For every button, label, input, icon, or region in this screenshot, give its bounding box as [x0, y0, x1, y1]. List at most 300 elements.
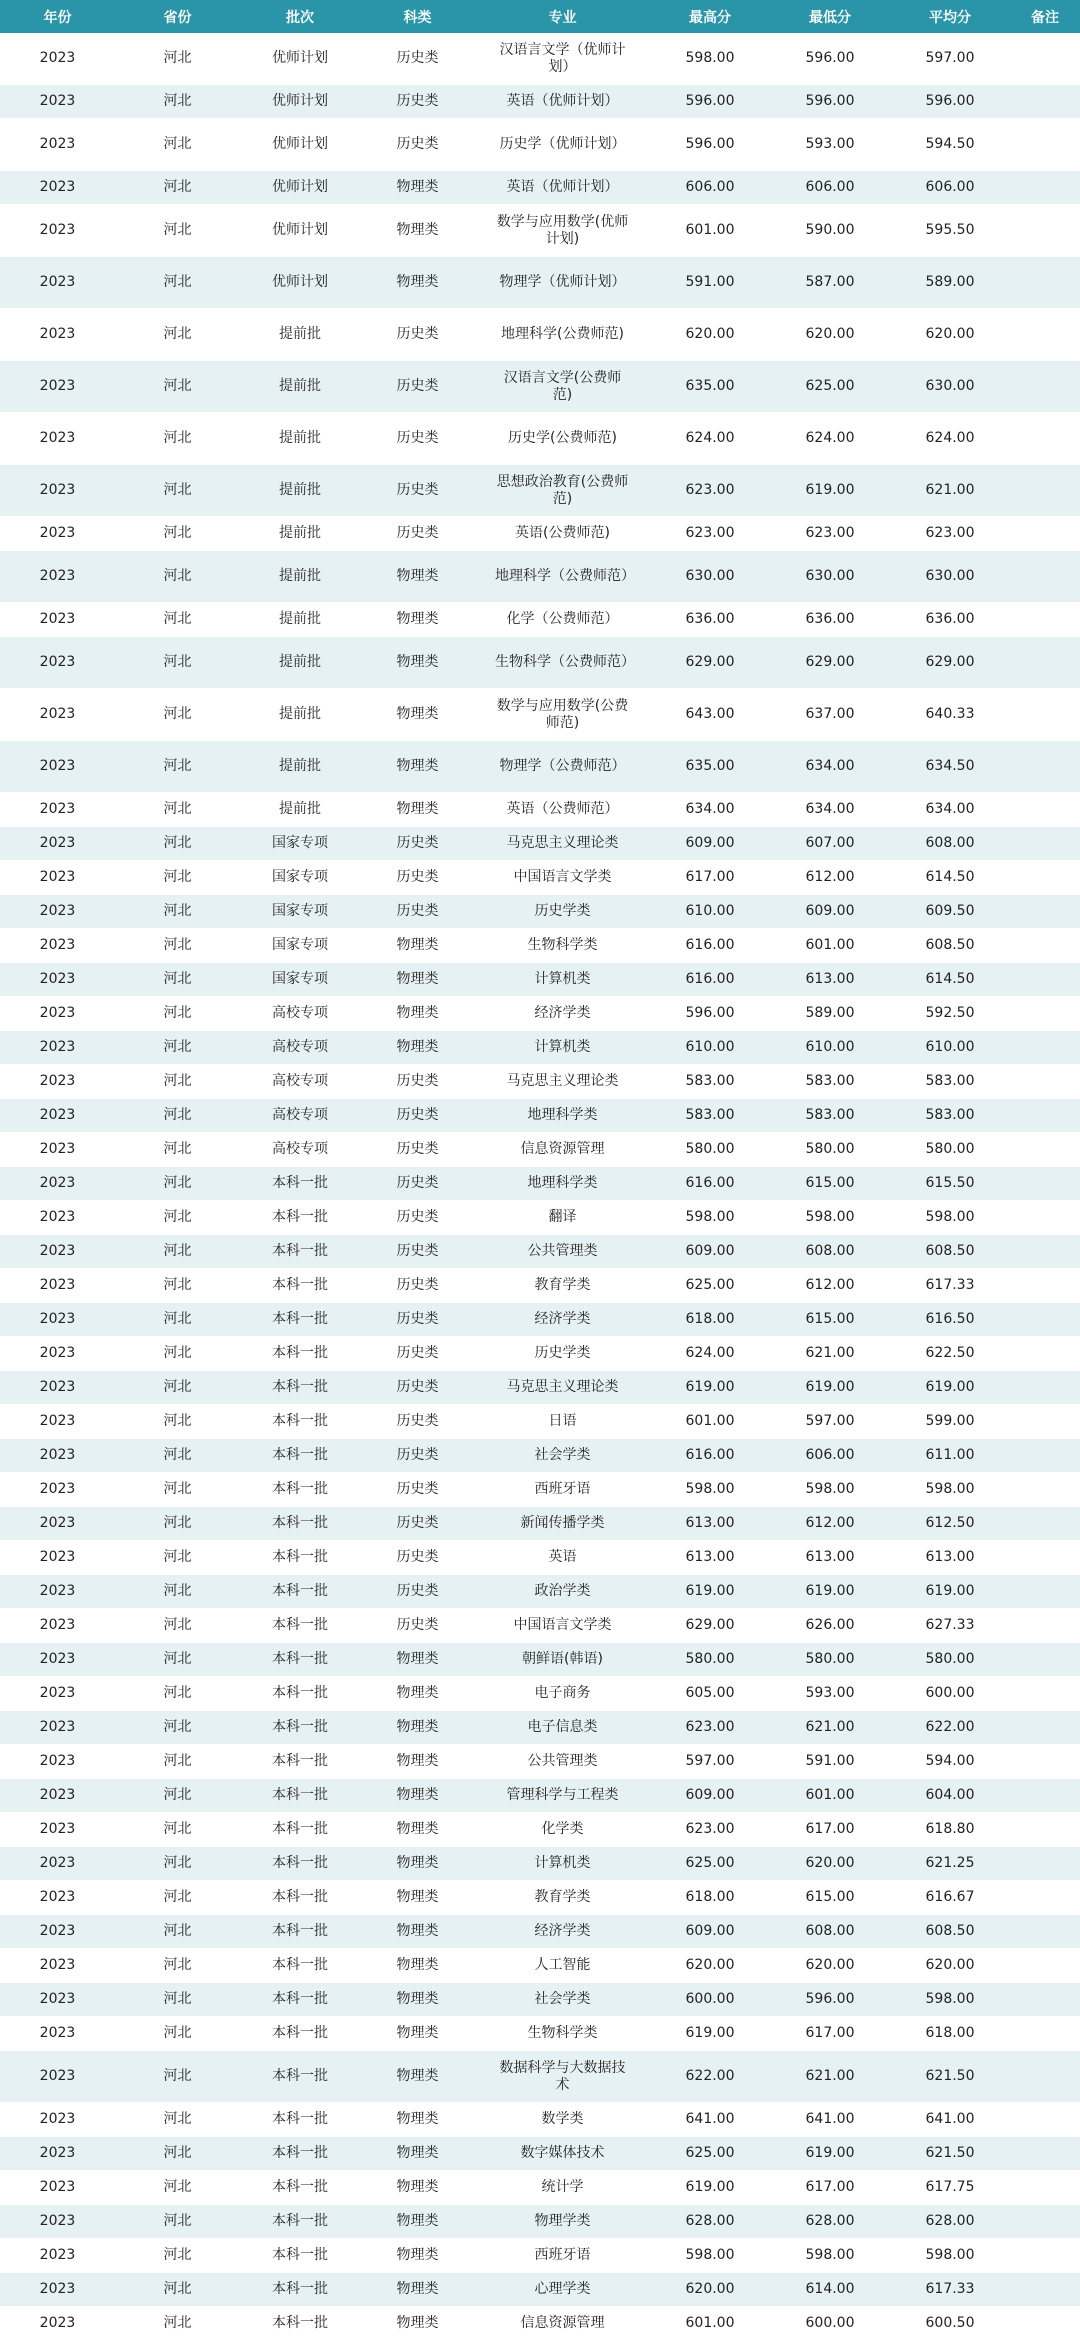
year-cell: 2023 — [0, 413, 115, 465]
max-score-cell: 635.00 — [650, 361, 770, 413]
major-cell: 西班牙语 — [475, 2239, 650, 2273]
year-cell: 2023 — [0, 361, 115, 413]
province-cell: 河北 — [115, 861, 240, 895]
max-score-cell: 601.00 — [650, 1405, 770, 1439]
min-score-cell: 589.00 — [770, 997, 890, 1031]
province-cell: 河北 — [115, 309, 240, 361]
max-score-cell: 619.00 — [650, 2017, 770, 2051]
category-cell: 物理类 — [360, 2307, 475, 2341]
batch-cell: 本科一批 — [240, 1507, 360, 1541]
year-cell: 2023 — [0, 1609, 115, 1643]
max-score-cell: 616.00 — [650, 1167, 770, 1201]
province-cell: 河北 — [115, 827, 240, 861]
year-cell: 2023 — [0, 309, 115, 361]
province-cell: 河北 — [115, 1711, 240, 1745]
table-row — [0, 1439, 1080, 1473]
batch-cell: 国家专项 — [240, 861, 360, 895]
remarks-cell — [1010, 1711, 1080, 1745]
table-row — [0, 1609, 1080, 1643]
category-cell: 物理类 — [360, 2273, 475, 2307]
max-score-cell: 598.00 — [650, 33, 770, 85]
table-row — [0, 1167, 1080, 1201]
header-category: 科类 — [360, 0, 475, 33]
major-cell: 地理科学（公费师范） — [475, 551, 650, 603]
remarks-cell — [1010, 1779, 1080, 1813]
province-cell: 河北 — [115, 2205, 240, 2239]
province-cell: 河北 — [115, 33, 240, 85]
table-row — [0, 689, 1080, 741]
year-cell: 2023 — [0, 257, 115, 309]
province-cell: 河北 — [115, 929, 240, 963]
avg-score-cell: 622.50 — [890, 1337, 1010, 1371]
avg-score-cell: 594.00 — [890, 1745, 1010, 1779]
min-score-cell: 629.00 — [770, 637, 890, 689]
avg-score-cell: 622.00 — [890, 1711, 1010, 1745]
table-row — [0, 2017, 1080, 2051]
remarks-cell — [1010, 33, 1080, 85]
min-score-cell: 590.00 — [770, 205, 890, 257]
remarks-cell — [1010, 741, 1080, 793]
table-row — [0, 2051, 1080, 2103]
batch-cell: 优师计划 — [240, 171, 360, 205]
year-cell: 2023 — [0, 997, 115, 1031]
category-cell: 物理类 — [360, 1779, 475, 1813]
batch-cell: 提前批 — [240, 551, 360, 603]
max-score-cell: 583.00 — [650, 1099, 770, 1133]
batch-cell: 提前批 — [240, 741, 360, 793]
year-cell: 2023 — [0, 741, 115, 793]
year-cell: 2023 — [0, 1983, 115, 2017]
avg-score-cell: 612.50 — [890, 1507, 1010, 1541]
remarks-cell — [1010, 1915, 1080, 1949]
avg-score-cell: 616.67 — [890, 1881, 1010, 1915]
category-cell: 物理类 — [360, 257, 475, 309]
min-score-cell: 583.00 — [770, 1099, 890, 1133]
max-score-cell: 629.00 — [650, 1609, 770, 1643]
batch-cell: 本科一批 — [240, 2273, 360, 2307]
remarks-cell — [1010, 1303, 1080, 1337]
category-cell: 物理类 — [360, 1915, 475, 1949]
category-cell: 物理类 — [360, 741, 475, 793]
major-cell: 西班牙语 — [475, 1473, 650, 1507]
avg-score-cell: 624.00 — [890, 413, 1010, 465]
major-cell: 计算机类 — [475, 1031, 650, 1065]
batch-cell: 本科一批 — [240, 2307, 360, 2341]
min-score-cell: 608.00 — [770, 1235, 890, 1269]
batch-cell: 本科一批 — [240, 2051, 360, 2103]
max-score-cell: 583.00 — [650, 1065, 770, 1099]
max-score-cell: 609.00 — [650, 1235, 770, 1269]
table-row — [0, 1065, 1080, 1099]
remarks-cell — [1010, 1201, 1080, 1235]
table-row — [0, 361, 1080, 413]
year-cell: 2023 — [0, 793, 115, 827]
max-score-cell: 641.00 — [650, 2103, 770, 2137]
table-row — [0, 1949, 1080, 1983]
year-cell: 2023 — [0, 1439, 115, 1473]
category-cell: 历史类 — [360, 1235, 475, 1269]
major-cell: 生物科学类 — [475, 929, 650, 963]
major-cell: 数学类 — [475, 2103, 650, 2137]
avg-score-cell: 594.50 — [890, 119, 1010, 171]
table-row — [0, 1371, 1080, 1405]
avg-score-cell: 610.00 — [890, 1031, 1010, 1065]
category-cell: 历史类 — [360, 465, 475, 517]
min-score-cell: 619.00 — [770, 2137, 890, 2171]
table-row — [0, 895, 1080, 929]
avg-score-cell: 608.50 — [890, 1915, 1010, 1949]
avg-score-cell: 620.00 — [890, 309, 1010, 361]
remarks-cell — [1010, 1133, 1080, 1167]
batch-cell: 本科一批 — [240, 1949, 360, 1983]
year-cell: 2023 — [0, 1065, 115, 1099]
min-score-cell: 609.00 — [770, 895, 890, 929]
table-row — [0, 997, 1080, 1031]
batch-cell: 高校专项 — [240, 997, 360, 1031]
major-cell: 朝鲜语(韩语) — [475, 1643, 650, 1677]
category-cell: 物理类 — [360, 603, 475, 637]
year-cell: 2023 — [0, 2051, 115, 2103]
batch-cell: 本科一批 — [240, 2171, 360, 2205]
batch-cell: 国家专项 — [240, 929, 360, 963]
major-cell: 英语(公费师范) — [475, 517, 650, 551]
max-score-cell: 609.00 — [650, 827, 770, 861]
table-row — [0, 963, 1080, 997]
major-cell: 生物科学类 — [475, 2017, 650, 2051]
major-cell: 数学与应用数学(公费师范) — [475, 689, 650, 741]
batch-cell: 优师计划 — [240, 205, 360, 257]
min-score-cell: 583.00 — [770, 1065, 890, 1099]
max-score-cell: 625.00 — [650, 1269, 770, 1303]
avg-score-cell: 623.00 — [890, 517, 1010, 551]
province-cell: 河北 — [115, 1609, 240, 1643]
batch-cell: 提前批 — [240, 465, 360, 517]
major-cell: 信息资源管理 — [475, 2307, 650, 2341]
category-cell: 历史类 — [360, 1541, 475, 1575]
max-score-cell: 618.00 — [650, 1881, 770, 1915]
remarks-cell — [1010, 2307, 1080, 2341]
major-cell: 汉语言文学(公费师范) — [475, 361, 650, 413]
remarks-cell — [1010, 1235, 1080, 1269]
year-cell: 2023 — [0, 465, 115, 517]
batch-cell: 本科一批 — [240, 1677, 360, 1711]
province-cell: 河北 — [115, 637, 240, 689]
province-cell: 河北 — [115, 1439, 240, 1473]
avg-score-cell: 595.50 — [890, 205, 1010, 257]
province-cell: 河北 — [115, 1507, 240, 1541]
avg-score-cell: 598.00 — [890, 2239, 1010, 2273]
min-score-cell: 587.00 — [770, 257, 890, 309]
year-cell: 2023 — [0, 1167, 115, 1201]
remarks-cell — [1010, 1677, 1080, 1711]
province-cell: 河北 — [115, 119, 240, 171]
category-cell: 物理类 — [360, 637, 475, 689]
batch-cell: 优师计划 — [240, 85, 360, 119]
min-score-cell: 619.00 — [770, 465, 890, 517]
min-score-cell: 620.00 — [770, 1847, 890, 1881]
category-cell: 历史类 — [360, 33, 475, 85]
major-cell: 新闻传播学类 — [475, 1507, 650, 1541]
category-cell: 历史类 — [360, 1337, 475, 1371]
max-score-cell: 600.00 — [650, 1983, 770, 2017]
avg-score-cell: 583.00 — [890, 1099, 1010, 1133]
province-cell: 河北 — [115, 171, 240, 205]
max-score-cell: 606.00 — [650, 171, 770, 205]
remarks-cell — [1010, 1847, 1080, 1881]
year-cell: 2023 — [0, 2239, 115, 2273]
avg-score-cell: 617.75 — [890, 2171, 1010, 2205]
major-cell: 电子商务 — [475, 1677, 650, 1711]
batch-cell: 提前批 — [240, 309, 360, 361]
major-cell: 化学类 — [475, 1813, 650, 1847]
min-score-cell: 623.00 — [770, 517, 890, 551]
min-score-cell: 637.00 — [770, 689, 890, 741]
table-row — [0, 257, 1080, 309]
min-score-cell: 619.00 — [770, 1575, 890, 1609]
province-cell: 河北 — [115, 1099, 240, 1133]
category-cell: 历史类 — [360, 1065, 475, 1099]
province-cell: 河北 — [115, 413, 240, 465]
table-row — [0, 1099, 1080, 1133]
category-cell: 历史类 — [360, 413, 475, 465]
province-cell: 河北 — [115, 741, 240, 793]
batch-cell: 国家专项 — [240, 963, 360, 997]
max-score-cell: 613.00 — [650, 1507, 770, 1541]
province-cell: 河北 — [115, 1881, 240, 1915]
batch-cell: 本科一批 — [240, 1371, 360, 1405]
remarks-cell — [1010, 1337, 1080, 1371]
batch-cell: 本科一批 — [240, 2239, 360, 2273]
header-province: 省份 — [115, 0, 240, 33]
major-cell: 公共管理类 — [475, 1745, 650, 1779]
year-cell: 2023 — [0, 2171, 115, 2205]
min-score-cell: 607.00 — [770, 827, 890, 861]
remarks-cell — [1010, 1575, 1080, 1609]
remarks-cell — [1010, 689, 1080, 741]
header-remarks: 备注 — [1010, 0, 1080, 33]
min-score-cell: 610.00 — [770, 1031, 890, 1065]
avg-score-cell: 621.00 — [890, 465, 1010, 517]
remarks-cell — [1010, 2051, 1080, 2103]
year-cell: 2023 — [0, 1269, 115, 1303]
table-row — [0, 929, 1080, 963]
category-cell: 历史类 — [360, 1439, 475, 1473]
table-row — [0, 827, 1080, 861]
major-cell: 历史学类 — [475, 1337, 650, 1371]
table-row — [0, 603, 1080, 637]
major-cell: 马克思主义理论类 — [475, 1371, 650, 1405]
category-cell: 历史类 — [360, 85, 475, 119]
min-score-cell: 580.00 — [770, 1643, 890, 1677]
year-cell: 2023 — [0, 1133, 115, 1167]
max-score-cell: 601.00 — [650, 2307, 770, 2341]
max-score-cell: 623.00 — [650, 465, 770, 517]
province-cell: 河北 — [115, 2273, 240, 2307]
max-score-cell: 616.00 — [650, 1439, 770, 1473]
province-cell: 河北 — [115, 1541, 240, 1575]
table-row — [0, 1269, 1080, 1303]
year-cell: 2023 — [0, 551, 115, 603]
major-cell: 物理学类 — [475, 2205, 650, 2239]
remarks-cell — [1010, 827, 1080, 861]
province-cell: 河北 — [115, 361, 240, 413]
category-cell: 历史类 — [360, 1473, 475, 1507]
max-score-cell: 610.00 — [650, 895, 770, 929]
min-score-cell: 615.00 — [770, 1881, 890, 1915]
remarks-cell — [1010, 119, 1080, 171]
table-row — [0, 1847, 1080, 1881]
major-cell: 经济学类 — [475, 997, 650, 1031]
avg-score-cell: 615.50 — [890, 1167, 1010, 1201]
table-row — [0, 465, 1080, 517]
avg-score-cell: 600.50 — [890, 2307, 1010, 2341]
min-score-cell: 596.00 — [770, 1983, 890, 2017]
batch-cell: 本科一批 — [240, 1915, 360, 1949]
province-cell: 河北 — [115, 1269, 240, 1303]
table-row — [0, 2137, 1080, 2171]
avg-score-cell: 621.25 — [890, 1847, 1010, 1881]
major-cell: 日语 — [475, 1405, 650, 1439]
avg-score-cell: 583.00 — [890, 1065, 1010, 1099]
header-max-score: 最高分 — [650, 0, 770, 33]
min-score-cell: 600.00 — [770, 2307, 890, 2341]
province-cell: 河北 — [115, 1337, 240, 1371]
table-row — [0, 171, 1080, 205]
header-min-score: 最低分 — [770, 0, 890, 33]
avg-score-cell: 609.50 — [890, 895, 1010, 929]
batch-cell: 本科一批 — [240, 1269, 360, 1303]
category-cell: 物理类 — [360, 1847, 475, 1881]
table-row — [0, 1337, 1080, 1371]
category-cell: 物理类 — [360, 1031, 475, 1065]
max-score-cell: 597.00 — [650, 1745, 770, 1779]
max-score-cell: 619.00 — [650, 1575, 770, 1609]
major-cell: 物理学（公费师范） — [475, 741, 650, 793]
max-score-cell: 605.00 — [650, 1677, 770, 1711]
min-score-cell: 621.00 — [770, 1711, 890, 1745]
category-cell: 物理类 — [360, 1881, 475, 1915]
province-cell: 河北 — [115, 1983, 240, 2017]
max-score-cell: 622.00 — [650, 2051, 770, 2103]
major-cell: 数学与应用数学(优师计划) — [475, 205, 650, 257]
batch-cell: 本科一批 — [240, 1167, 360, 1201]
max-score-cell: 618.00 — [650, 1303, 770, 1337]
year-cell: 2023 — [0, 1745, 115, 1779]
year-cell: 2023 — [0, 1507, 115, 1541]
category-cell: 物理类 — [360, 1983, 475, 2017]
category-cell: 物理类 — [360, 997, 475, 1031]
batch-cell: 本科一批 — [240, 1575, 360, 1609]
batch-cell: 本科一批 — [240, 1609, 360, 1643]
min-score-cell: 615.00 — [770, 1303, 890, 1337]
min-score-cell: 619.00 — [770, 1371, 890, 1405]
remarks-cell — [1010, 1507, 1080, 1541]
min-score-cell: 601.00 — [770, 1779, 890, 1813]
major-cell: 中国语言文学类 — [475, 1609, 650, 1643]
province-cell: 河北 — [115, 2137, 240, 2171]
batch-cell: 高校专项 — [240, 1099, 360, 1133]
province-cell: 河北 — [115, 1575, 240, 1609]
batch-cell: 优师计划 — [240, 119, 360, 171]
table-row — [0, 1235, 1080, 1269]
batch-cell: 提前批 — [240, 413, 360, 465]
major-cell: 教育学类 — [475, 1881, 650, 1915]
avg-score-cell: 630.00 — [890, 551, 1010, 603]
avg-score-cell: 604.00 — [890, 1779, 1010, 1813]
max-score-cell: 628.00 — [650, 2205, 770, 2239]
avg-score-cell: 606.00 — [890, 171, 1010, 205]
major-cell: 电子信息类 — [475, 1711, 650, 1745]
avg-score-cell: 598.00 — [890, 1201, 1010, 1235]
category-cell: 物理类 — [360, 2051, 475, 2103]
category-cell: 物理类 — [360, 171, 475, 205]
table-row — [0, 861, 1080, 895]
table-row — [0, 1643, 1080, 1677]
table-row — [0, 1983, 1080, 2017]
avg-score-cell: 598.00 — [890, 1983, 1010, 2017]
table-row — [0, 517, 1080, 551]
max-score-cell: 580.00 — [650, 1133, 770, 1167]
remarks-cell — [1010, 895, 1080, 929]
province-cell: 河北 — [115, 2017, 240, 2051]
max-score-cell: 643.00 — [650, 689, 770, 741]
avg-score-cell: 597.00 — [890, 33, 1010, 85]
remarks-cell — [1010, 2205, 1080, 2239]
year-cell: 2023 — [0, 861, 115, 895]
avg-score-cell: 618.00 — [890, 2017, 1010, 2051]
batch-cell: 高校专项 — [240, 1065, 360, 1099]
avg-score-cell: 611.00 — [890, 1439, 1010, 1473]
batch-cell: 本科一批 — [240, 1847, 360, 1881]
batch-cell: 本科一批 — [240, 1541, 360, 1575]
province-cell: 河北 — [115, 2239, 240, 2273]
province-cell: 河北 — [115, 1643, 240, 1677]
year-cell: 2023 — [0, 2103, 115, 2137]
avg-score-cell: 596.00 — [890, 85, 1010, 119]
category-cell: 物理类 — [360, 2103, 475, 2137]
category-cell: 物理类 — [360, 1745, 475, 1779]
major-cell: 计算机类 — [475, 963, 650, 997]
table-row — [0, 2307, 1080, 2341]
province-cell: 河北 — [115, 963, 240, 997]
year-cell: 2023 — [0, 603, 115, 637]
table-row — [0, 793, 1080, 827]
category-cell: 物理类 — [360, 689, 475, 741]
year-cell: 2023 — [0, 1337, 115, 1371]
batch-cell: 本科一批 — [240, 1711, 360, 1745]
province-cell: 河北 — [115, 2171, 240, 2205]
avg-score-cell: 620.00 — [890, 1949, 1010, 1983]
province-cell: 河北 — [115, 1303, 240, 1337]
batch-cell: 高校专项 — [240, 1133, 360, 1167]
min-score-cell: 606.00 — [770, 171, 890, 205]
batch-cell: 本科一批 — [240, 1983, 360, 2017]
remarks-cell — [1010, 551, 1080, 603]
avg-score-cell: 614.50 — [890, 963, 1010, 997]
year-cell: 2023 — [0, 689, 115, 741]
table-row — [0, 1473, 1080, 1507]
major-cell: 人工智能 — [475, 1949, 650, 1983]
max-score-cell: 613.00 — [650, 1541, 770, 1575]
max-score-cell: 620.00 — [650, 1949, 770, 1983]
year-cell: 2023 — [0, 85, 115, 119]
major-cell: 地理科学(公费师范) — [475, 309, 650, 361]
avg-score-cell: 634.00 — [890, 793, 1010, 827]
max-score-cell: 609.00 — [650, 1779, 770, 1813]
remarks-cell — [1010, 1099, 1080, 1133]
batch-cell: 本科一批 — [240, 1813, 360, 1847]
max-score-cell: 635.00 — [650, 741, 770, 793]
